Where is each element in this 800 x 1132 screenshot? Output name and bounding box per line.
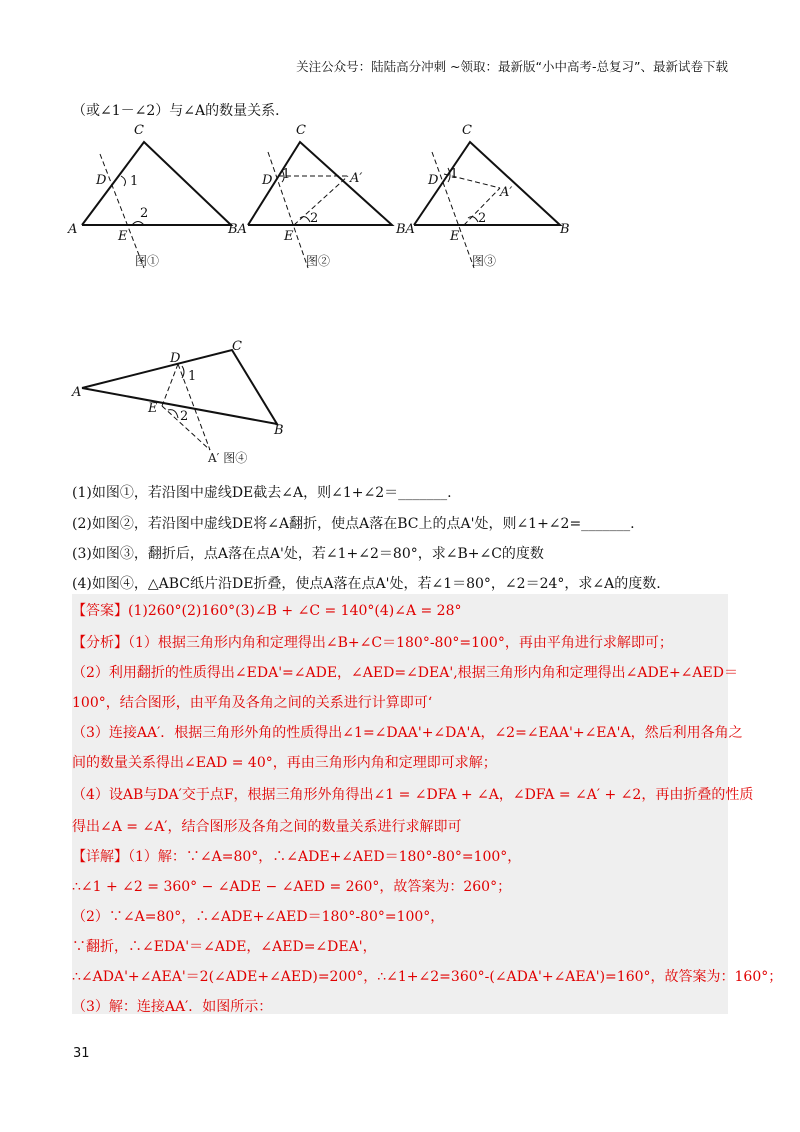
svg-text:C: C: [134, 123, 144, 138]
svg-text:2: 2: [140, 206, 149, 221]
svg-text:A′: A′: [500, 185, 513, 200]
figure-4: [60, 338, 300, 468]
fig3-caption: 图③: [472, 254, 497, 268]
analysis-1: 【分析】（1）根据三角形内角和定理得出∠B+∠C＝180°-80°=100°，再由平角进行求解即可；: [72, 635, 673, 651]
svg-text:2: 2: [310, 211, 319, 226]
analysis-3a: （3）连接AA′．根据三角形外角的性质得出∠1=∠DAA'+∠DA'A，∠2=∠EAA'+∠EA'A，然后利用各角之: [72, 725, 743, 741]
svg-text:E: E: [284, 229, 294, 244]
detail-5: ∴∠ADA'+∠AEA'＝2(∠ADE+∠AED)=200°，∴∠1+∠2=360°-(∠ADA'+∠AEA')=160°，故答案为：160°；: [72, 969, 783, 985]
svg-text:B: B: [560, 222, 570, 237]
svg-text:1: 1: [188, 369, 197, 384]
svg-text:1: 1: [282, 167, 291, 182]
analysis-3b: 间的数量关系得出∠EAD = 40°，再由三角形内角和定理即可求解；: [72, 755, 497, 771]
svg-text:C: C: [296, 123, 306, 138]
detail-1: 【详解】（1）解：∵∠A=80°，∴∠ADE+∠AED＝180°-80°=100°，: [72, 849, 522, 865]
svg-text:A: A: [72, 385, 82, 400]
svg-text:A′: A′: [350, 171, 363, 186]
answer-line: [72, 600, 462, 620]
page-number: 31: [73, 1046, 90, 1061]
svg-text:D: D: [96, 173, 107, 188]
question-3: (3)如图③，翻折后，点A落在点A'处，若∠1+∠2＝80°，求∠B+∠C的度数: [72, 546, 544, 562]
svg-text:E: E: [450, 229, 460, 244]
svg-text:D: D: [428, 173, 439, 188]
figure-2: [248, 142, 392, 268]
fig2-caption: 图②: [306, 254, 331, 268]
figure-3: [414, 142, 560, 268]
svg-text:A: A: [68, 222, 78, 237]
svg-text:1: 1: [450, 167, 459, 182]
page-header: 关注公众号：陆陆高分冲刺 ~领取：最新版“小中高考-总复习”、最新试卷下载: [296, 59, 728, 74]
svg-text:2: 2: [180, 409, 189, 424]
figures-1-3: [60, 118, 580, 278]
svg-text:D: D: [170, 351, 181, 366]
question-1: (1)如图①，若沿图中虚线DE截去∠A，则∠1+∠2＝_______.: [72, 485, 452, 501]
svg-text:BA: BA: [396, 222, 415, 237]
svg-text:2: 2: [478, 211, 487, 226]
svg-text:D: D: [262, 173, 273, 188]
analysis-4b: 得出∠A = ∠A′，结合图形及各角之间的数量关系进行求解即可: [72, 819, 462, 835]
detail-tag: 【详解】: [72, 849, 128, 865]
svg-text:B: B: [274, 423, 284, 438]
svg-text:BA: BA: [228, 222, 247, 237]
detail-2: ∴∠1 + ∠2 = 360° − ∠ADE − ∠AED = 260°，故答案为：260°；: [72, 879, 512, 895]
detail-4: ∵翻折，∴∠EDA'＝∠ADE，∠AED=∠DEA'，: [72, 939, 377, 955]
intro-text: （或∠1－∠2）与∠A的数量关系．: [72, 103, 290, 119]
detail-3: （2）∵∠A=80°，∴∠ADE+∠AED＝180°-80°=100°，: [72, 909, 445, 925]
detail-6: （3）解：连接AA′．如图所示：: [72, 999, 273, 1015]
analysis-2b: 100°，结合图形，由平角及各角之间的关系进行计算即可‘: [72, 695, 433, 711]
answer-text: (1)260°(2)160°(3)∠B + ∠C = 140°(4)∠A = 28°: [128, 603, 462, 619]
analysis-4a: （4）设AB与DA′交于点F，根据三角形外角得出∠1 = ∠DFA + ∠A，∠DFA = ∠A′ + ∠2，再由折叠的性质: [72, 787, 754, 803]
svg-text:C: C: [232, 339, 242, 354]
answer-tag: 【答案】: [72, 603, 128, 619]
svg-text:E: E: [118, 229, 128, 244]
figure-1: [82, 142, 231, 268]
svg-text:E: E: [148, 401, 158, 416]
question-4: (4)如图④，△ABC纸片沿DE折叠，使点A落在点A'处，若∠1＝80°，∠2＝24°，求∠A的度数.: [72, 576, 661, 592]
fig4-caption: A′ 图④: [208, 451, 248, 465]
analysis-2a: （2）利用翻折的性质得出∠EDA'=∠ADE，∠AED=∠DEA',根据三角形内角和定理得出∠ADE+∠AED＝: [72, 665, 738, 681]
svg-text:1: 1: [130, 174, 139, 189]
fig1-caption: 图①: [135, 254, 160, 268]
question-2: (2)如图②，若沿图中虚线DE将∠A翻折，使点A落在BC上的点A'处，则∠1+∠2=_______.: [72, 516, 635, 532]
svg-text:C: C: [462, 123, 472, 138]
analysis-tag: 【分析】: [72, 635, 128, 651]
